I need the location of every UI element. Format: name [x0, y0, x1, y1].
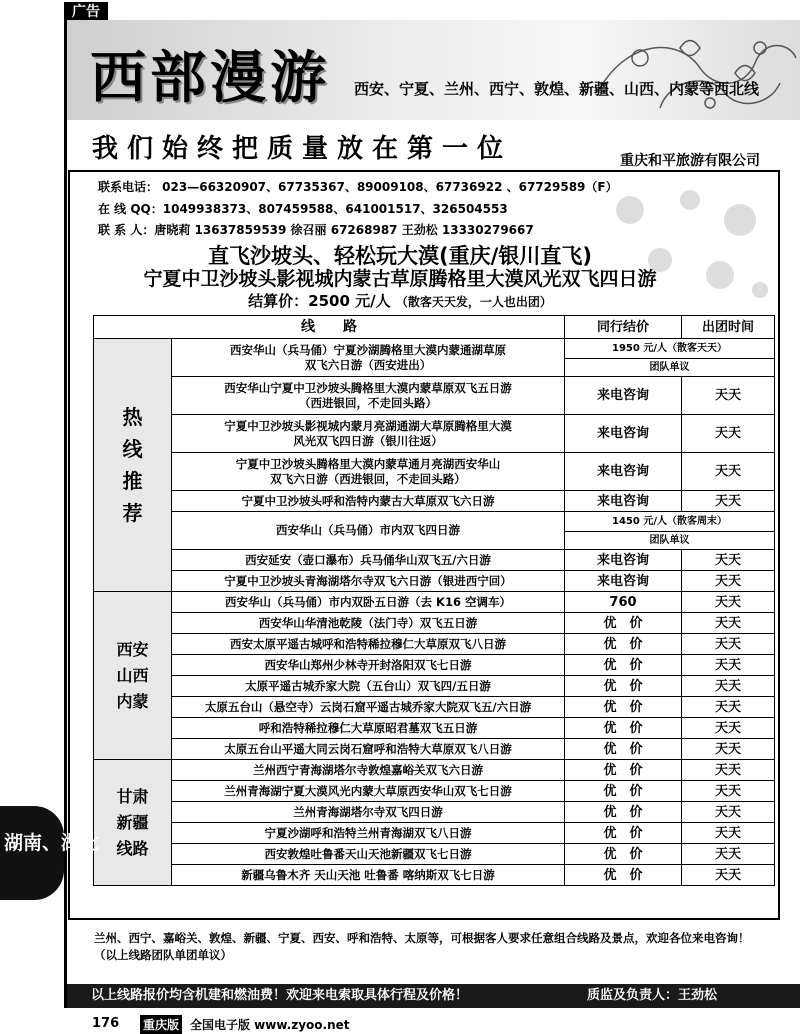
price-cell: 优 价: [565, 697, 682, 718]
price-cell: 优 价: [565, 823, 682, 844]
route-cell: 西安华山（兵马俑）市内双飞四日游: [172, 512, 565, 550]
departure-cell: 天天: [682, 415, 775, 453]
departure-cell: 天天: [682, 823, 775, 844]
brand-subtitle: 西安、宁夏、兰州、西宁、敦煌、新疆、山西、内蒙等西北线: [354, 80, 760, 98]
route-cell: 宁夏中卫沙坡头青海湖塔尔寺双飞六日游（银进西宁回）: [172, 571, 565, 592]
departure-cell: 天天: [682, 844, 775, 865]
table-row: [94, 339, 775, 359]
departure-cell: 天天: [682, 377, 775, 415]
route-cell: 西安敦煌吐鲁番天山天池新疆双飞七日游: [172, 844, 565, 865]
route-cell: 兰州青海湖塔尔寺双飞四日游: [172, 802, 565, 823]
table-row: [94, 550, 775, 571]
section-label-line: 新疆: [116, 812, 149, 832]
departure-cell: 天天: [682, 571, 775, 592]
table-row: [94, 760, 775, 781]
headline-route: 宁夏中卫沙坡头影视城内蒙古草原腾格里大漠风光双飞四日游: [143, 268, 657, 290]
table-row: [94, 823, 775, 844]
table-row: [94, 781, 775, 802]
table-row: [94, 491, 775, 512]
departure-cell: 天天: [682, 865, 775, 886]
headline-price: [0, 290, 800, 311]
section-label-line: 线路: [116, 838, 149, 858]
route-cell: 兰州青海湖宁夏大漠风光内蒙大草原西安华山双飞七日游: [172, 781, 565, 802]
price-cell: 优 价: [565, 676, 682, 697]
header-price: 同行结价: [565, 316, 682, 339]
departure-cell: 天天: [682, 592, 775, 613]
floral-swirl-decoration: [560, 18, 800, 118]
page-number: 176: [92, 1016, 120, 1031]
route-cell: 宁夏沙湖呼和浩特兰州青海湖双飞八日游: [172, 823, 565, 844]
brand-title: 西部漫游: [90, 45, 330, 111]
table-row: [94, 655, 775, 676]
price-cell: 优 价: [565, 865, 682, 886]
price-cell: 来电咨询: [565, 571, 682, 592]
price-cell: 优 价: [565, 655, 682, 676]
route-cell: 西安华山华清池乾陵（法门寺）双飞五日游: [172, 613, 565, 634]
price-cell: 优 价: [565, 760, 682, 781]
route-cell: 宁夏中卫沙坡头影视城内蒙月亮湖通湖大草原腾格里大漠 风光双飞四日游（银川往返）: [172, 415, 565, 453]
table-row: [94, 613, 775, 634]
departure-cell: 天天: [682, 676, 775, 697]
section-label-line: 西安: [116, 639, 149, 659]
departure-cell: 天天: [682, 634, 775, 655]
price-cell: 优 价: [565, 739, 682, 760]
table-row: [94, 415, 775, 453]
departure-cell: 天天: [682, 760, 775, 781]
table-row: [94, 718, 775, 739]
departure-cell: 天天: [682, 550, 775, 571]
price-cell: 来电咨询: [565, 453, 682, 491]
price-cell: 1950 元/人（散客天天）: [565, 339, 775, 359]
price-cell: 来电咨询: [565, 491, 682, 512]
table-row: [94, 844, 775, 865]
table-row: [94, 453, 775, 491]
section-label-line: 荐: [122, 501, 143, 525]
table-row: [94, 676, 775, 697]
edition-badge: 重庆版: [140, 1015, 182, 1034]
route-cell: 宁夏中卫沙坡头呼和浩特内蒙古大草原双飞六日游: [172, 491, 565, 512]
departure-cell: 天天: [682, 802, 775, 823]
price-note: （散客天天发，一人也出团）: [395, 295, 552, 309]
price-cell: 1450 元/人（散客周末）: [565, 512, 775, 532]
route-cell: 太原平遥古城乔家大院（五台山）双飞四/五日游: [172, 676, 565, 697]
price-sub-cell: 团队单议: [565, 532, 775, 550]
header-departure: 出团时间: [682, 316, 775, 339]
table-row: [94, 571, 775, 592]
table-row: [94, 512, 775, 532]
ad-tag: 广告: [64, 2, 108, 22]
route-cell: 西安华山宁夏中卫沙坡头腾格里大漠内蒙草原双飞五日游 （西进银回，不走回头路）: [172, 377, 565, 415]
route-cell: 兰州西宁青海湖塔尔寺敦煌嘉峪关双飞六日游: [172, 760, 565, 781]
site-url: 全国电子版 www.zyoo.net: [190, 1018, 350, 1032]
route-cell: 西安华山（兵马俑）宁夏沙湖腾格里大漠内蒙通湖草原 双飞六日游（西安进出）: [172, 339, 565, 377]
table-row: [94, 592, 775, 613]
section-label-line: 推: [122, 469, 143, 493]
route-cell: 宁夏中卫沙坡头腾格里大漠内蒙草通月亮湖西安华山 双飞六日游（西进银回，不走回头路）: [172, 453, 565, 491]
price-cell: 760: [565, 592, 682, 613]
departure-cell: 天天: [682, 491, 775, 512]
contact-phone: 联系电话： 023—66320907、67735367、89009108、67736922 、67729589（F）: [98, 180, 618, 194]
slogan: 我们始终把质量放在第一位: [92, 134, 513, 164]
table-row: [94, 739, 775, 760]
price-sub-cell: 团队单议: [565, 359, 775, 377]
price-cell: 优 价: [565, 718, 682, 739]
contact-qq: 在 线 QQ：1049938373、807459588、641001517、326504553: [98, 202, 508, 216]
departure-cell: 天天: [682, 453, 775, 491]
headline-main: 直飞沙坡头、轻松玩大漠(重庆/银川直飞): [208, 244, 592, 268]
price-cell: 优 价: [565, 844, 682, 865]
footnote: 兰州、西宁、嘉峪关、敦煌、新疆、宁夏、西安、呼和浩特、太原等，可根据客人要求任意组合线路及景点，欢迎各位来电咨询！（以上线路团队单团单议）: [94, 931, 750, 962]
departure-cell: 天天: [682, 697, 775, 718]
section-label-line: 内蒙: [116, 691, 149, 711]
route-cell: 西安延安（壶口瀑布）兵马俑华山双飞五/六日游: [172, 550, 565, 571]
price-label: 结算价：2500 元/人: [248, 292, 391, 310]
table-row: [94, 377, 775, 415]
price-cell: 优 价: [565, 802, 682, 823]
route-cell: 太原五台山平遥大同云岗石窟呼和浩特大草原双飞八日游: [172, 739, 565, 760]
departure-cell: 天天: [682, 718, 775, 739]
section-label-line: 山西: [116, 665, 149, 685]
company-name: 重庆和平旅游有限公司: [620, 153, 760, 169]
price-cell: 优 价: [565, 634, 682, 655]
departure-cell: 天天: [682, 739, 775, 760]
section-label-line: 热: [122, 405, 143, 429]
price-cell: 来电咨询: [565, 415, 682, 453]
section-label: [94, 592, 172, 760]
side-tab-label: 湖南、湖北: [4, 832, 100, 854]
departure-cell: 天天: [682, 781, 775, 802]
region-side-tab: [0, 806, 100, 900]
departure-cell: 天天: [682, 613, 775, 634]
route-cell: 西安华山（兵马俑）市内双卧五日游（去 K16 空调车）: [172, 592, 565, 613]
table-row: [94, 634, 775, 655]
route-cell: 西安太原平遥古城呼和浩特稀拉穆仁大草原双飞八日游: [172, 634, 565, 655]
route-cell: 新疆乌鲁木齐 天山天池 吐鲁番 喀纳斯双飞七日游: [172, 865, 565, 886]
route-cell: 太原五台山（悬空寺）云岗石窟平遥古城乔家大院双飞五/六日游: [172, 697, 565, 718]
header-route: 线 路: [94, 316, 565, 339]
price-cell: 优 价: [565, 613, 682, 634]
price-cell: 优 价: [565, 781, 682, 802]
footer-right: 质监及负责人：王劲松13330279667: [587, 988, 718, 1027]
routes-table: [93, 315, 775, 886]
route-cell: 西安华山郑州少林寺开封洛阳双飞七日游: [172, 655, 565, 676]
section-label: [94, 339, 172, 592]
price-cell: 来电咨询: [565, 550, 682, 571]
section-label: [94, 760, 172, 886]
table-row: [94, 802, 775, 823]
section-label-line: 甘肃: [116, 786, 149, 806]
table-row: [94, 865, 775, 886]
departure-cell: 天天: [682, 655, 775, 676]
contact-people: 联 系 人：唐晓莉 13637859539 徐召丽 67268987 王劲松 13330279667: [98, 223, 534, 237]
section-label-line: 线: [122, 437, 143, 461]
footer-left: 以上线路报价均含机建和燃油费！欢迎来电索取具体行程及价格！: [91, 988, 469, 1003]
price-cell: 来电咨询: [565, 377, 682, 415]
table-row: [94, 697, 775, 718]
route-cell: 呼和浩特稀拉穆仁大草原昭君墓双飞五日游: [172, 718, 565, 739]
